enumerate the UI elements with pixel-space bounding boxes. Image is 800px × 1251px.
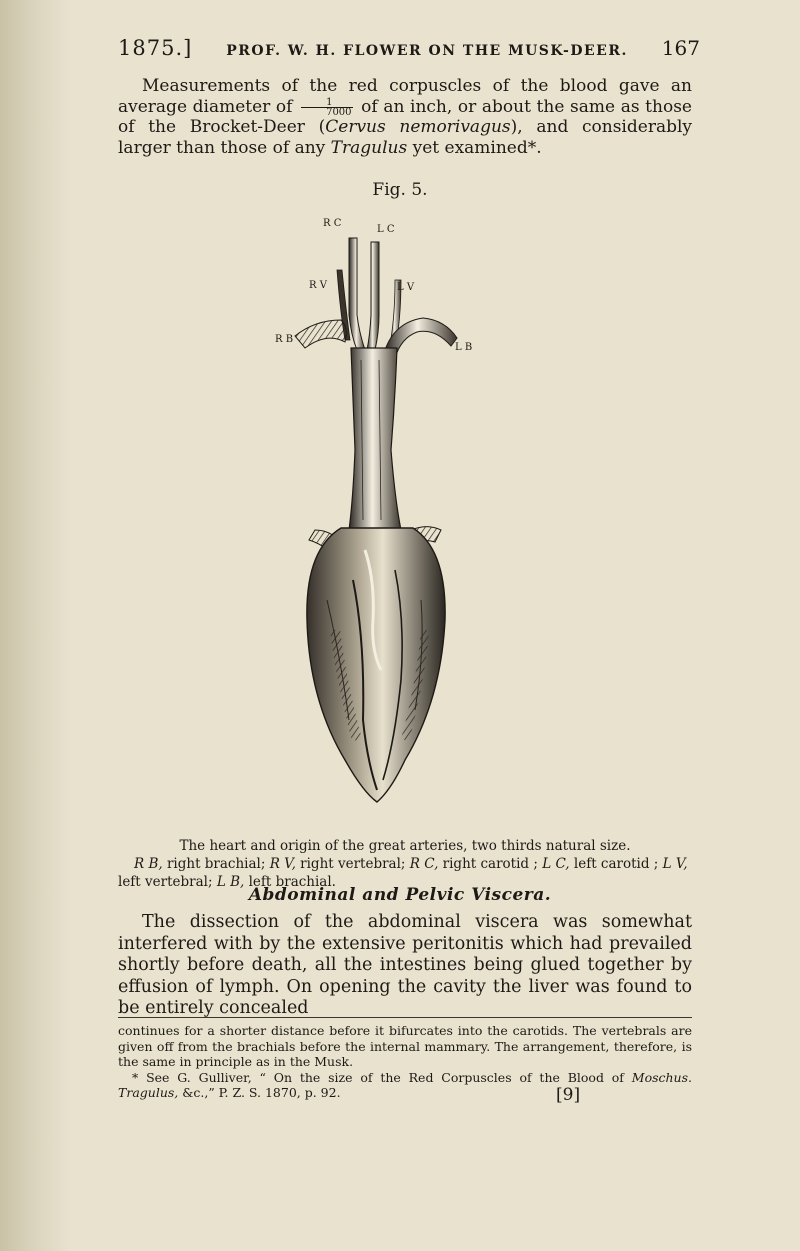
figure-label: Fig. 5.	[372, 180, 428, 200]
caption-rv-text: right vertebral;	[295, 856, 410, 872]
caption-rb: R B,	[134, 856, 163, 872]
footnote-continuation: continues for a shorter distance before it bifurcates into the carotids. The vertebrals are given off from the brachials before the internal mammary. The arrangement, therefore, is the same in principle as in the Musk.	[118, 1023, 692, 1069]
species-cervus: Cervus nemorivagus	[325, 117, 511, 137]
label-lc: L C	[377, 224, 395, 235]
caption-lv-text: left vertebral;	[118, 874, 217, 890]
fraction-denominator: 7000	[326, 106, 352, 118]
label-lv: L V	[397, 282, 415, 293]
page-number: 167	[661, 36, 700, 60]
label-rc: R C	[323, 218, 342, 229]
footnote-star	[118, 1070, 692, 1101]
p1-text-a: Measurements of the red corpuscles of the blood gave an average diameter of	[118, 76, 692, 117]
footnote-star-a: * See G. Gulliver, “ On the size of the Red Corpuscles of the Blood of	[132, 1069, 632, 1085]
label-lb: L B	[455, 342, 473, 353]
header-running-title: PROF. W. H. FLOWER ON THE MUSK-DEER.	[226, 43, 628, 59]
header-year: 1875.]	[118, 36, 193, 60]
left-carotid-vessel	[367, 242, 379, 350]
heart-figure	[245, 200, 575, 820]
caption-lc: L C,	[542, 856, 570, 872]
running-header	[118, 36, 700, 66]
caption-line-1: The heart and origin of the great arteries, two thirds natural size.	[179, 838, 631, 854]
signature-mark: [9]	[556, 1085, 581, 1105]
p1-text-c: ), and considerably larger than those of any	[118, 117, 693, 158]
fraction-numerator: 1	[301, 98, 352, 108]
fraction	[301, 98, 352, 117]
section-title: Abdominal and Pelvic Viscera.	[248, 885, 552, 905]
footnote-moschus: Moschus. Tragulus,	[118, 1069, 692, 1100]
footnote-star-b: &c.,” P. Z. S. 1870, p. 92.	[178, 1085, 341, 1100]
genus-tragulus: Tragulus	[330, 137, 408, 158]
footnote-rule	[118, 1017, 692, 1018]
p1-text-d: yet examined*.	[407, 137, 542, 158]
p1-text-b: of an inch, or about the same as those of the Brocket-Deer (	[118, 96, 692, 137]
paragraph-dissection: The dissection of the abdominal viscera was somewhat interfered with by the extensive peritonitis which had prevailed shortly before death, all the intestines being glued together by effusion of lymph. On opening the cavity the liver was found to be entirely concealed	[118, 912, 692, 1019]
caption-lv: L V,	[662, 856, 688, 872]
heart-illustration	[245, 200, 575, 820]
caption-lc-text: left carotid ;	[569, 856, 663, 872]
right-carotid-vessel	[349, 238, 365, 350]
footnotes	[118, 1023, 692, 1101]
right-brachial-vessel	[295, 320, 346, 348]
figure-caption	[118, 837, 692, 891]
caption-rc-text: right carotid ;	[438, 856, 543, 872]
caption-rc: R C,	[409, 856, 439, 872]
caption-lb: L B,	[216, 874, 245, 890]
label-rv: R V	[309, 280, 327, 291]
paragraph-corpuscles	[118, 76, 692, 158]
caption-rv: R V,	[269, 856, 296, 872]
label-rb: R B	[275, 334, 294, 345]
caption-rb-text: right brachial;	[162, 856, 270, 872]
caption-lb-text: left brachial.	[244, 874, 336, 890]
aortic-trunk	[349, 348, 401, 530]
